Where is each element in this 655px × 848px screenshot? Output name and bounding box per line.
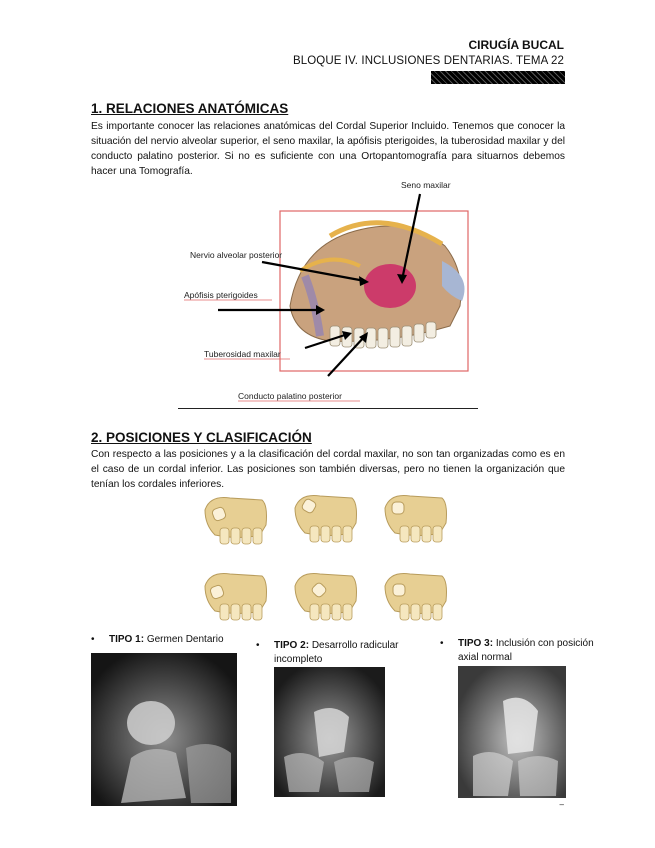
bullet-1: • bbox=[91, 634, 95, 645]
molar-positions-figure bbox=[195, 488, 450, 633]
label-conducto: Conducto palatino posterior bbox=[238, 391, 342, 401]
position-1 bbox=[205, 498, 267, 545]
section-divider bbox=[178, 408, 478, 409]
label-seno: Seno maxilar bbox=[401, 180, 451, 190]
section-2-paragraph: Con respecto a las posiciones y a la clasificación del cordal maxilar, no son tan organizadas como es en el caso de un cordal inferior. Las posiciones son también diversas, pero no tienen la organización que tenían los cordales inferiores. bbox=[91, 449, 565, 490]
section-1-paragraph: Es importante conocer las relaciones anatómicas del Cordal Superior Incluido. Tenemos que conocer la situación del nervio alveolar superior, el seno maxilar, la apófisis pterigoides, la tuberosidad maxilar y del conducto palatino posterior. Si no es suficiente con una Ortopantomografía para situarnos debemos hacer una Tomografía. bbox=[91, 121, 565, 177]
position-3 bbox=[385, 496, 447, 543]
type-1-caption: TIPO 1: Germen Dentario bbox=[109, 634, 224, 645]
type-3-label: TIPO 3 bbox=[458, 638, 490, 649]
position-2 bbox=[295, 496, 357, 543]
redacted-bar bbox=[431, 71, 565, 84]
course-subtitle: BLOQUE IV. INCLUSIONES DENTARIAS. TEMA 22 bbox=[292, 55, 564, 67]
anatomical-figure bbox=[180, 176, 480, 410]
position-6 bbox=[385, 574, 447, 621]
bullet-2: • bbox=[256, 640, 260, 651]
section-1-heading: 1. RELACIONES ANATÓMICAS bbox=[91, 101, 289, 116]
type-2-caption: TIPO 2: Desarrollo radicular incompleto bbox=[274, 640, 399, 665]
label-apofisis: Apófisis pterigoides bbox=[184, 290, 258, 300]
section-2-heading: 2. POSICIONES Y CLASIFICACIÓN bbox=[91, 430, 312, 445]
bullet-3: • bbox=[440, 638, 444, 649]
xray-type-3 bbox=[458, 666, 566, 798]
maxillary-sinus bbox=[364, 264, 416, 308]
position-5 bbox=[295, 574, 357, 621]
type-2-desc: Desarrollo radicular incompleto bbox=[274, 640, 399, 665]
type-3-desc: Inclusión con posición axial normal bbox=[458, 638, 594, 663]
xray-type-1 bbox=[91, 653, 237, 806]
type-1-label: TIPO 1 bbox=[109, 634, 141, 645]
xray-type-2 bbox=[274, 667, 385, 797]
type-1-desc: Germen Dentario bbox=[146, 634, 224, 645]
label-nervio: Nervio alveolar posterior bbox=[190, 250, 283, 260]
type-2-label: TIPO 2 bbox=[274, 640, 306, 651]
page-marker: – bbox=[559, 800, 564, 809]
type-3-caption: TIPO 3: Inclusión con posición axial normal bbox=[458, 638, 594, 663]
label-tuberosidad: Tuberosidad maxilar bbox=[204, 349, 281, 359]
course-title: CIRUGÍA BUCAL bbox=[468, 38, 564, 52]
position-4 bbox=[205, 574, 267, 621]
